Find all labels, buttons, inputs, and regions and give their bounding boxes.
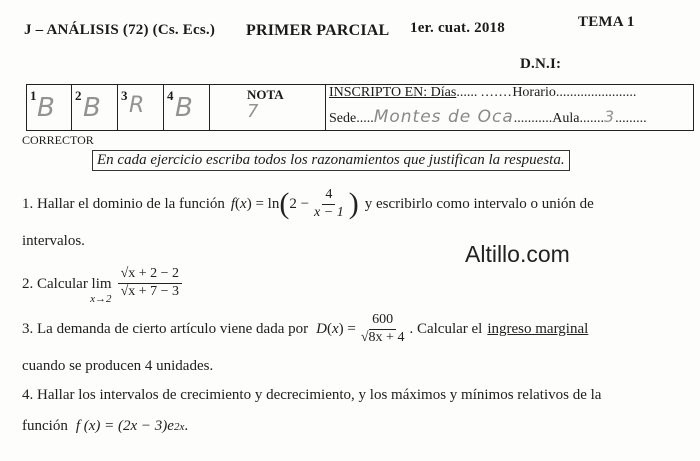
cell-number-4: 4 (167, 88, 174, 103)
sede-value: Montes de Oca (373, 107, 514, 127)
nota-scribble: 7 (247, 101, 260, 122)
q3-ingreso-marginal: ingreso marginal (487, 320, 589, 337)
question-1: 1. Hallar el dominio de la función f ( x ) = ln ( 2 − $\frac{4}{x - 1}$ ) y escribirlo como intervalo o unión de (22, 187, 594, 221)
q1-suffix: y escribirlo como intervalo o unión de (364, 195, 594, 212)
question-2 (22, 262, 184, 305)
q4-formula: f (x) = (2x − 3)e (75, 418, 174, 434)
inscripto-dots: ...... (456, 85, 478, 100)
horario-label: Horario (512, 85, 556, 100)
grid-divider (163, 85, 164, 130)
exam-title: PRIMER PARCIAL (246, 22, 390, 39)
grid-divider (71, 85, 72, 130)
sede-label: Sede (329, 111, 357, 126)
grade-table (26, 84, 694, 131)
dni-label: D.N.I: (520, 56, 562, 72)
q3-fraction (358, 312, 408, 347)
grid-divider (325, 85, 326, 130)
q2-numerator: √x + 2 − 2 (118, 266, 182, 284)
grid-divider (117, 85, 118, 130)
question-4-formula: función f (x) = (2x − 3)e 2x . (22, 418, 189, 434)
instructions-text: En cada ejercicio escriba todos los razonamientos que justifican la respuesta. (97, 152, 565, 168)
grade-1: B (37, 93, 56, 123)
q3-line2: cuando se producen 4 unidades. (22, 358, 214, 374)
watermark-logo: Altillo.com (465, 241, 570, 267)
grade-3: R (129, 93, 146, 118)
term-label: 1er. cuat. 2018 (410, 20, 505, 36)
q1-line2: intervalos. (22, 233, 85, 249)
q2-prefix: 2. Calcular lim (22, 276, 112, 292)
nota-label: NOTA (247, 87, 284, 102)
q1-prefix: 1. Hallar el dominio de la función (22, 195, 225, 212)
aula-value: 3 (603, 107, 616, 126)
cell-number-1: 1 (30, 88, 37, 103)
cell-number-3: 3 (121, 88, 128, 103)
instructions-box (92, 150, 570, 171)
q2-limit-sub: x→2 (90, 293, 112, 305)
q4-prefix: función (22, 418, 68, 434)
q3-numerator: 600 (369, 312, 396, 330)
question-3: 3. La demanda de cierto artículo viene dada por D ( x ) = $\frac{600}{√8x + 4}$ . Calcular el ingreso marginal (22, 312, 589, 345)
grid-divider (209, 85, 210, 130)
sede-line: Sede.....Montes de Oca...........Aula.......3......... (329, 107, 647, 127)
course-title: J – ANÁLISIS (72) (Cs. Ecs.) (24, 22, 216, 38)
grade-4: B (175, 93, 194, 123)
q3-denominator: √8x + 4 (360, 329, 405, 345)
grade-2: B (83, 93, 102, 123)
q2-denominator: √x + 7 − 3 (120, 284, 180, 299)
q4-line1: 4. Hallar los intervalos de crecimiento y decrecimiento, y los máximos y mínimos relativos de la (22, 387, 602, 403)
corrector-label: CORRECTOR (22, 133, 94, 147)
aula-label: Aula (552, 111, 580, 126)
theme-label: TEMA 1 (578, 14, 635, 30)
q3-prefix: 3. La demanda de cierto artículo viene dada por (22, 320, 309, 337)
q3-mid: . Calcular el (409, 320, 483, 337)
inscripto-line: INSCRIPTO EN: Días...... .......Horario....................... (329, 85, 637, 100)
inscripto-label: INSCRIPTO EN: Días (329, 85, 457, 100)
cell-number-2: 2 (75, 88, 82, 103)
q2-fraction (118, 266, 182, 301)
